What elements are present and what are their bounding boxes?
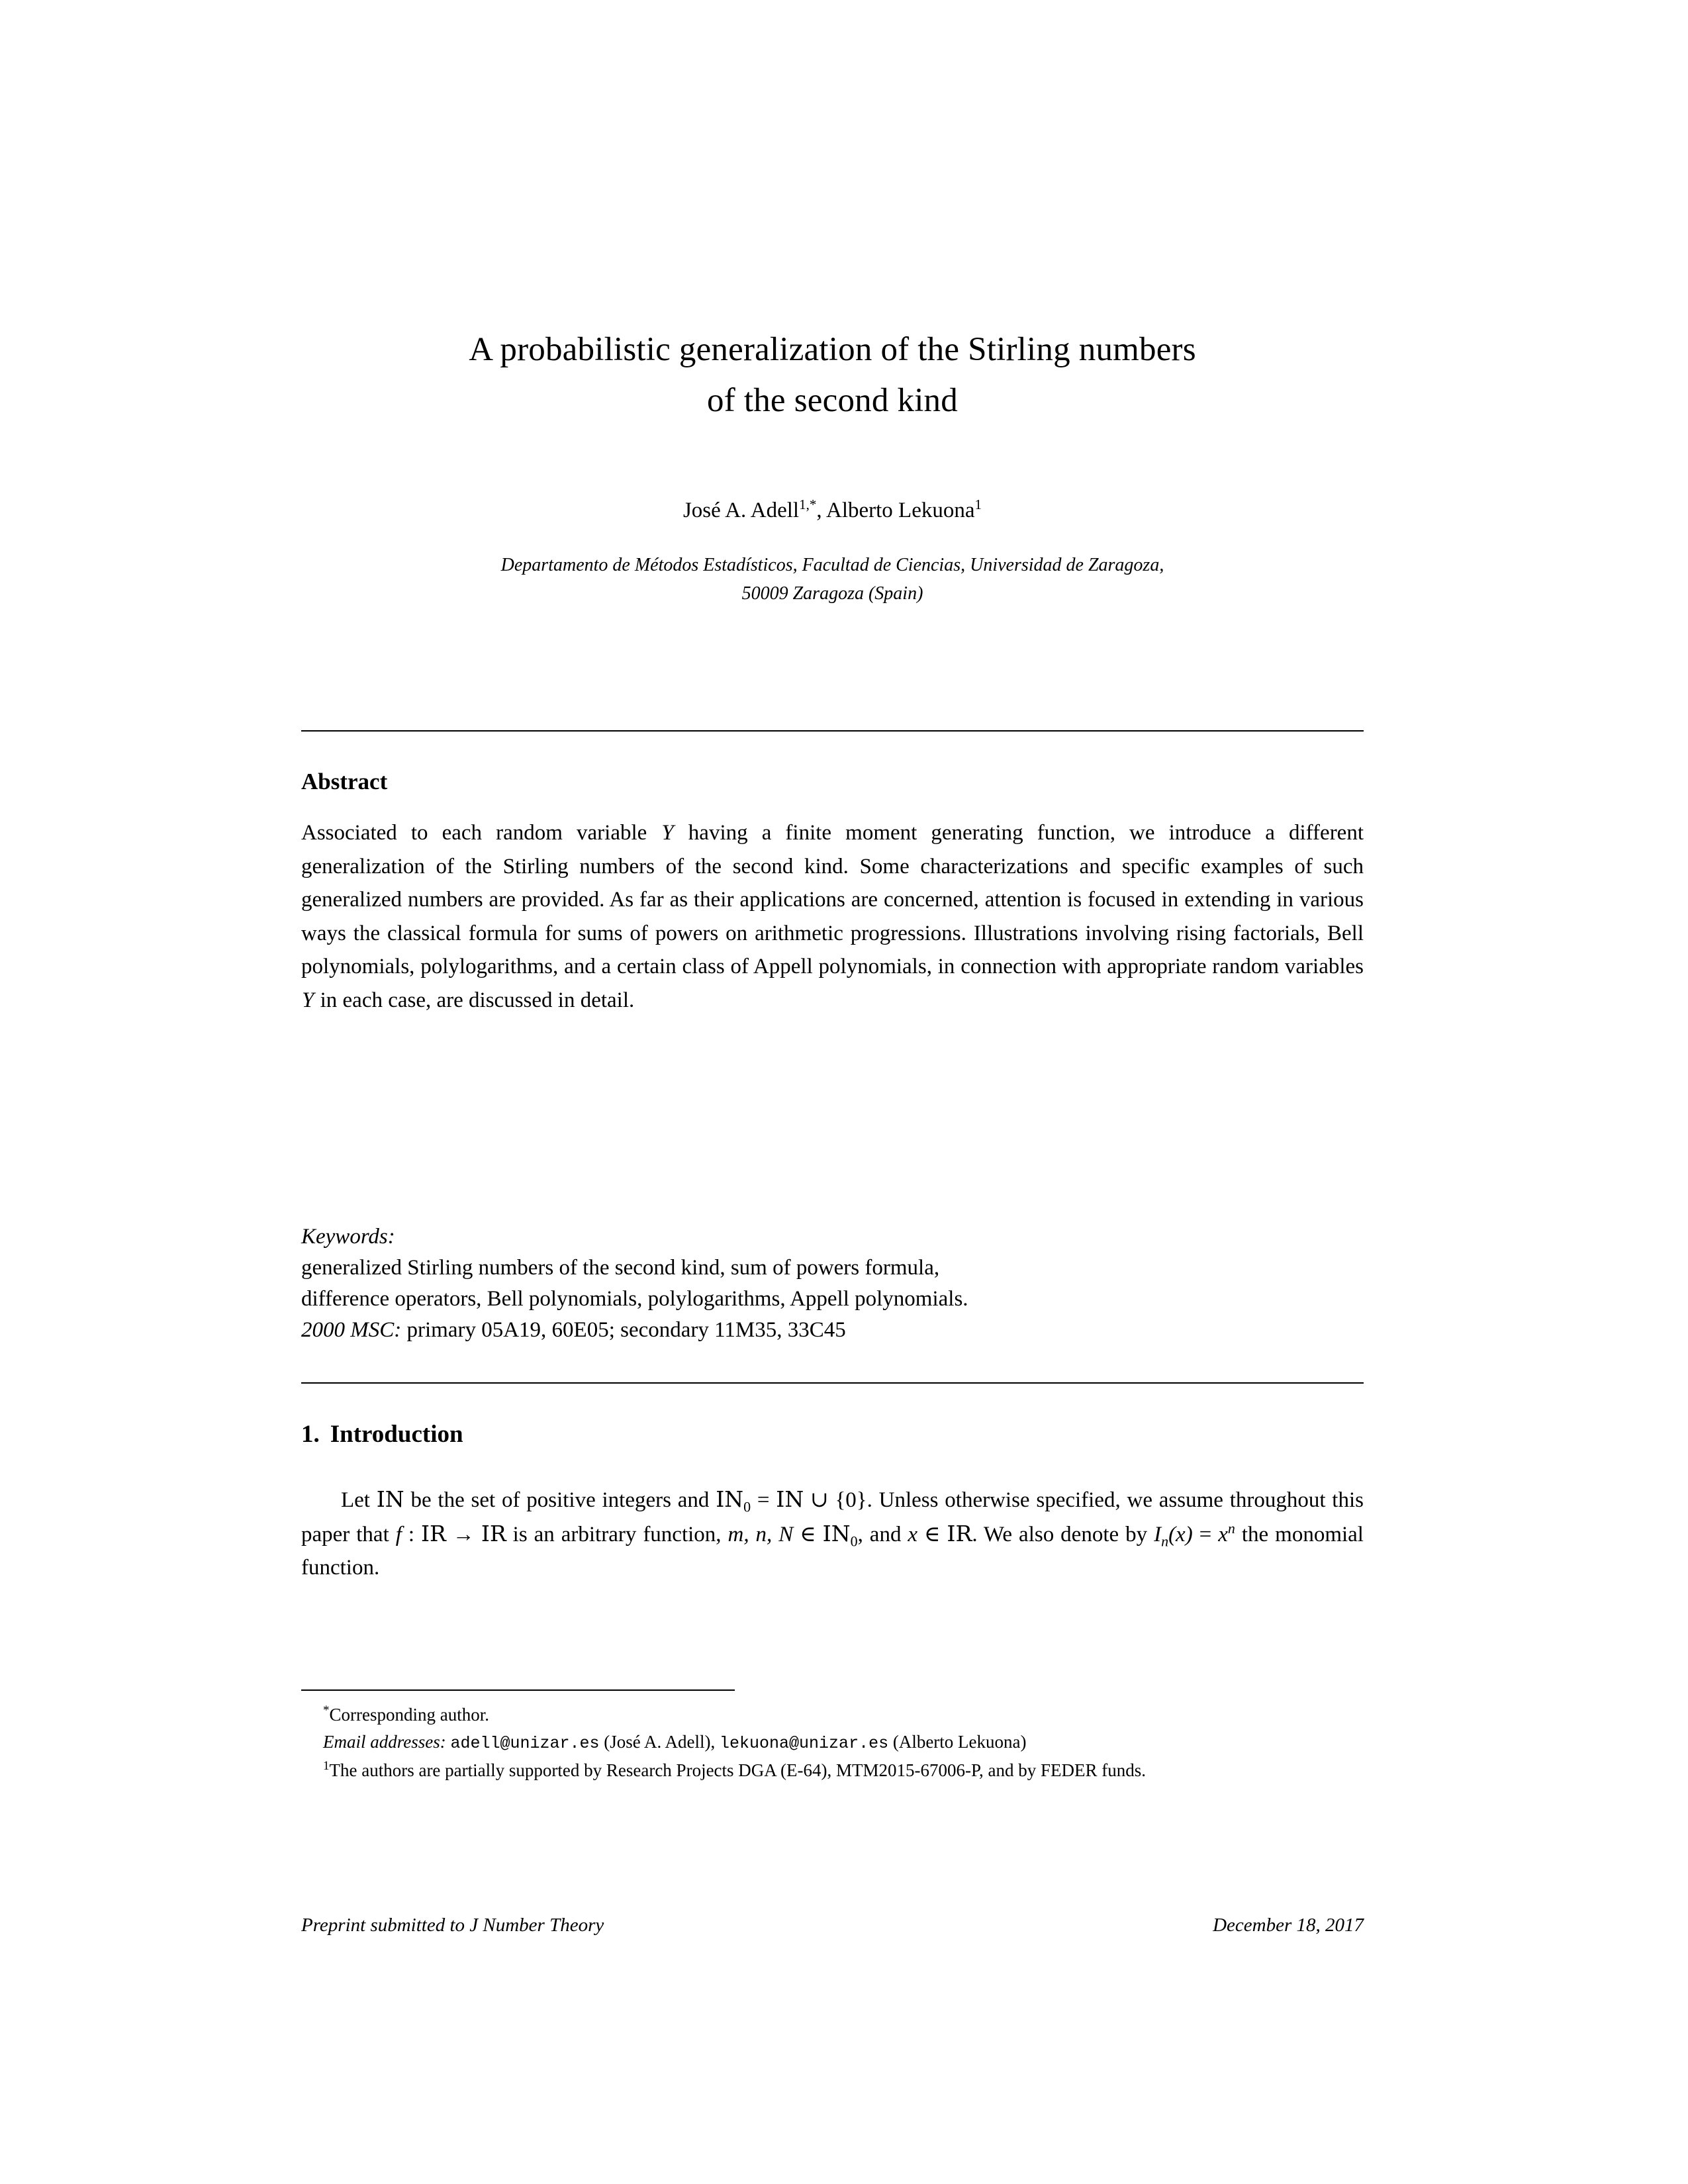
footnote-grant-text: The authors are partially supported by Research Projects DGA (E-64), MTM2015-67006-P, and by FEDER funds.	[329, 1760, 1147, 1780]
intro-text-6: →	[445, 1522, 481, 1546]
affiliation	[301, 551, 1364, 608]
abstract-text-1: Associated to each random variable	[301, 821, 661, 845]
author-marks-2: 1	[974, 497, 982, 512]
math-variables-mnN: m, n, N	[727, 1522, 794, 1546]
intro-text-11: . We also denote by	[972, 1522, 1154, 1546]
msc-value: primary 05A19, 60E05; secondary 11M35, 33C45	[406, 1318, 846, 1342]
math-subscript-n: n	[1161, 1533, 1169, 1550]
intro-text-3: =	[751, 1488, 776, 1512]
author-list	[301, 495, 1364, 526]
email-owner-2: (Alberto Lekuona)	[892, 1732, 1027, 1752]
intro-text-5: :	[401, 1522, 421, 1546]
math-blackboard-R-2: IR	[481, 1520, 506, 1546]
intro-text-8: ∈	[793, 1522, 823, 1546]
affiliation-line-2: 50009 Zaragoza (Spain)	[741, 583, 923, 604]
math-variable-Y-2: Y	[302, 988, 314, 1012]
math-argument-x: (x)	[1168, 1522, 1193, 1546]
email-link-lekuona[interactable]: lekuona@unizar.es	[720, 1734, 889, 1753]
section-title: Introduction	[330, 1421, 463, 1448]
footer-date: December 18, 2017	[1213, 1915, 1364, 1936]
intro-text-10: ∈	[917, 1522, 947, 1546]
email-link-adell[interactable]: adell@unizar.es	[450, 1734, 600, 1753]
math-variable-f: f	[395, 1522, 402, 1546]
intro-text-9: , and	[857, 1522, 908, 1546]
intro-text-4: ∪ {0}. Unless otherwise specified, we assume throughout this paper that	[301, 1488, 1364, 1546]
math-subscript-0-1: 0	[743, 1498, 751, 1515]
intro-text-7: is an arbitrary function,	[506, 1522, 728, 1546]
keywords-line-2: difference operators, Bell polynomials, polylogarithms, Appell polynomials.	[301, 1287, 968, 1311]
keywords-line-1: generalized Stirling numbers of the second kind, sum of powers formula,	[301, 1256, 940, 1280]
math-variable-I: I	[1154, 1522, 1162, 1546]
page-title	[301, 324, 1364, 426]
msc-label: 2000 MSC:	[301, 1318, 402, 1342]
intro-text-12: =	[1192, 1522, 1219, 1546]
footer-journal-text: Preprint submitted to J Number Theory	[301, 1915, 604, 1936]
footnote-grant-support	[301, 1757, 1364, 1784]
footnote-mark-one: 1	[323, 1759, 330, 1773]
footnotes-block	[301, 1701, 1364, 1784]
keywords-label: Keywords:	[301, 1225, 395, 1249]
abstract-text-3: in each case, are discussed in detail.	[314, 988, 635, 1012]
math-blackboard-R-3: IR	[947, 1520, 972, 1546]
footnote-corresponding-text: Corresponding author.	[329, 1705, 489, 1725]
author-name-1: José A. Adell	[682, 499, 800, 522]
affiliation-line-1: Departamento de Métodos Estadísticos, Facultad de Ciencias, Universidad de Zaragoza,	[500, 555, 1164, 575]
msc-line	[301, 1315, 1364, 1346]
section-number: 1.	[301, 1421, 320, 1448]
title-line-2: of the second kind	[707, 382, 958, 419]
title-line-1: A probabilistic generalization of the Stirling numbers	[469, 331, 1196, 368]
footnote-email-addresses	[301, 1729, 1364, 1757]
math-variable-Y-1: Y	[661, 821, 674, 845]
footnote-separator-rule	[301, 1689, 735, 1691]
math-blackboard-N-2: IN	[716, 1486, 744, 1512]
keywords-block	[301, 1221, 1364, 1346]
abstract-text-2: having a finite moment generating function, we introduce a different generalization of the Stirling numbers of the second kind. Some characterizations and specific examples of such generalized numbers are provided. As far as their applications are concerned, attention is focused in extending in various ways the classical formula for sums of powers on arithmetic progressions. Illustrations involving rising factorials, Bell polynomials, polylogarithms, and a certain class of Appell polynomials, in connection with appropriate random variables	[301, 821, 1364, 978]
abstract-heading: Abstract	[301, 769, 388, 794]
abstract-bottom-rule	[301, 1382, 1364, 1384]
intro-text-13: the monomial function.	[301, 1522, 1364, 1580]
math-blackboard-R-1: IR	[420, 1520, 446, 1546]
math-blackboard-N-4: IN	[822, 1520, 851, 1546]
math-superscript-n: n	[1227, 1519, 1235, 1537]
email-addresses-label: Email addresses:	[323, 1732, 446, 1752]
intro-text-1: Let	[341, 1488, 377, 1512]
footnote-mark-asterisk: *	[323, 1703, 330, 1717]
math-variable-x-1: x	[908, 1522, 918, 1546]
author-name-2: Alberto Lekuona	[826, 499, 975, 522]
math-variable-x-2: x	[1218, 1522, 1228, 1546]
author-separator: ,	[816, 499, 826, 522]
math-subscript-0-2: 0	[850, 1533, 858, 1550]
section-heading-introduction	[301, 1419, 463, 1450]
introduction-paragraph	[301, 1483, 1364, 1585]
math-blackboard-N-1: IN	[376, 1486, 404, 1512]
abstract-top-rule	[301, 730, 1364, 732]
footnote-corresponding-author	[301, 1701, 1364, 1729]
math-blackboard-N-3: IN	[776, 1486, 804, 1512]
author-marks-1: 1,*	[799, 497, 817, 512]
page-footer	[301, 1912, 1364, 1938]
abstract-body	[301, 816, 1364, 1017]
email-owner-1: (José A. Adell),	[604, 1732, 716, 1752]
intro-text-2: be the set of positive integers and	[404, 1488, 716, 1512]
